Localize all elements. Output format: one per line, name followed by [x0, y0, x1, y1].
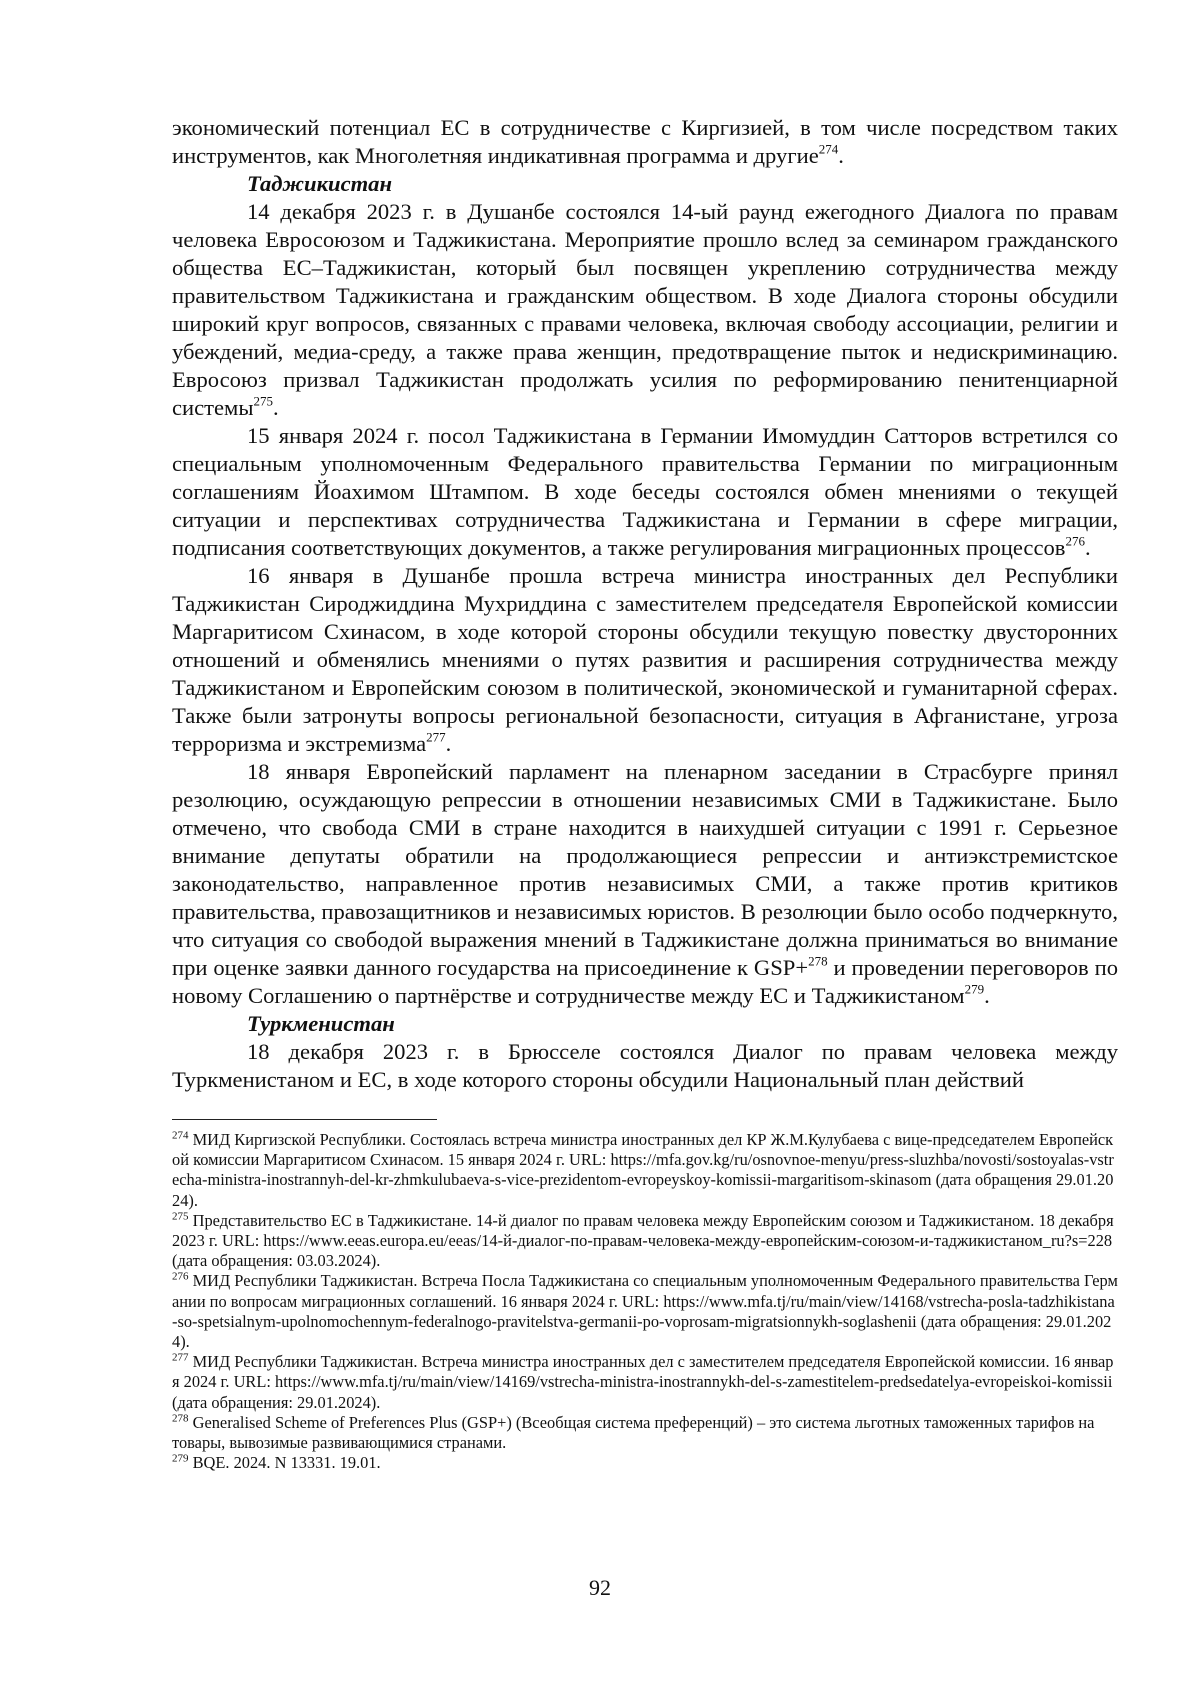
footnote-275: $^{275}$ Представительство ЕС в Таджикистане. 14-й диалог по правам человека между Европейским союзом и Таджикистаном. 18 декабря 2023 г. URL: https://www.eeas.europa.eu/eeas/14-й-диалог-по-правам-человека-между-европейским-союзом-и-таджикистаном_ru?s=228 (дата обращения: 03.03.2024). — [172, 1210, 1114, 1271]
paragraph-ambassador-meeting: 15 января 2024 г. посол Таджикистана в Германии Имомуддин Сатторов встретился со специальным уполномоченным Федерального правительства Германии по миграционным соглашениям Йоахимом Штампом. В ходе беседы состоялся обмен мнениями о текущей ситуации и перспективах сотрудничества Таджикистана и Германии в сфере миграции, подписания соответствующих документов, а также регулирования миграционных процессов$^{276}$. — [172, 423, 1118, 560]
footnote-278: $^{278}$ Generalised Scheme of Preferences Plus (GSP+) (Всеобщая система преференций) – это система льготных таможенных тарифов на товары, вывозимые развивающимися странами. — [172, 1412, 1095, 1453]
footnote-ref-279[interactable]: 279 — [964, 981, 985, 997]
paragraph-human-rights-dialogue: 14 декабря 2023 г. в Душанбе состоялся 14-ый раунд ежегодного Диалога по правам человека Евросоюзом и Таджикистана. Мероприятие прошло вслед за семинаром гражданского общества ЕС–Таджикистан, который был посвящен укреплению сотрудничества между правительством Таджикистана и гражданским обществом. В ходе Диалога стороны обсудили широкий круг вопросов, связанных с правами человека, включая свободу ассоциации, религии и убеждений, медиа-среду, а также права женщин, предотвращение пыток и недискриминацию. Евросоюз призвал Таджикистан продолжать усилия по реформированию пенитенциарной системы$^{275}$. — [172, 199, 1118, 420]
footnote-ref-276[interactable]: 276 — [1065, 533, 1085, 549]
section-heading-turkmenistan: Туркменистан — [247, 1011, 395, 1036]
footnote-ref-275[interactable]: 275 — [253, 393, 274, 409]
page-content — [172, 114, 1118, 1473]
footnote-ref-274[interactable]: 274 — [818, 141, 839, 157]
footnote-separator — [172, 1119, 437, 1120]
footnote-277: $^{277}$ МИД Республики Таджикистан. Встреча министра иностранных дел с заместителем председателя Европейской комиссии. 16 января 2024 г. URL: https://www.mfa.tj/ru/main/view/14169/vstrecha-ministra-inostrannykh-del-s-zamestitelem-predsedatelya-evropeiskoi-komissii (дата обращения: 29.01.2024). — [172, 1351, 1114, 1412]
page-number: 92 — [589, 1575, 611, 1600]
footnotes — [172, 1130, 1118, 1473]
paragraph-minister-meeting: 16 января в Душанбе прошла встреча министра иностранных дел Республики Таджикистан Сироджиддина Мухриддина с заместителем председателя Европейской комиссии Маргаритисом Схинасом, в ходе которой стороны обсудили текущую повестку двусторонних отношений и обменялись мнениями о путях развития и расширения сотрудничества между Таджикистаном и Европейским союзом в политической, экономической и гуманитарной сферах. Также были затронуты вопросы региональной безопасности, ситуация в Афганистане, угроза терроризма и экстремизма$^{277}$. — [172, 563, 1118, 756]
footnote-ref-277[interactable]: 277 — [426, 729, 446, 745]
footnote-279: $^{279}$ BQE. 2024. N 13331. 19.01. — [172, 1452, 381, 1473]
footnote-276: $^{276}$ МИД Республики Таджикистан. Встреча Посла Таджикистана со специальным уполномоченным Федерального правительства Германии по вопросам миграционных соглашений. 16 января 2024 г. URL: https://www.mfa.tj/ru/main/view/14168/vstrecha-posla-tadzhikistana-so-spetsialnym-upolnomochennym-federalnogo-pravitelstva-germanii-po-voprosam-migratsionnykh-soglashenii (дата обращения: 29.01.2024). — [172, 1270, 1118, 1352]
paragraph-european-parliament: 18 января Европейский парламент на пленарном заседании в Страсбурге принял резолюцию, осуждающую репрессии в отношении независимых СМИ в Таджикистане. Было отмечено, что свобода СМИ в стране находится в наихудшей ситуации с 1991 г. Серьезное внимание депутаты обратили на продолжающиеся репрессии и антиэкстремистское законодательство, направленное против независимых СМИ, а также против критиков правительства, правозащитников и независимых юристов. В резолюции было особо подчеркнуто, что ситуация со свободой выражения мнений в Таджикистане должна приниматься во внимание при оценке заявки данного государства на присоединение к GSP+$^{278}$ и проведении переговоров по новому Соглашению о партнёрстве и сотрудничестве между ЕС и Таджикистаном$^{279}$. — [172, 759, 1118, 1008]
paragraph-turkmenistan-dialogue: 18 декабря 2023 г. в Брюсселе состоялся Диалог по правам человека между Туркменистаном и ЕС, в ходе которого стороны обсудили Национальный план действий — [172, 1039, 1118, 1092]
footnote-ref-278[interactable]: 278 — [808, 953, 828, 969]
section-heading-tajikistan: Таджикистан — [247, 171, 393, 196]
main-text — [172, 114, 1118, 1094]
paragraph-continued: экономический потенциал ЕС в сотрудничестве с Киргизией, в том числе посредством таких инструментов, как Многолетняя индикативная программа и другие$^{274}$. — [172, 115, 1118, 168]
footnote-274: $^{274}$ МИД Киргизской Республики. Состоялась встреча министра иностранных дел КР Ж.М.Кулубаева с вице-председателем Европейской комиссии Маргаритисом Схинасом. 15 января 2024 г. URL: https://mfa.gov.kg/ru/osnovnoe-menyu/press-sluzhba/novosti/sostoyalas-vstrecha-ministra-inostrannyh-del-kr-zhmkulubaeva-s-vice-prezidentom-evropeyskoy-komissii-margaritisom-skinasom (дата обращения 29.01.2024). — [172, 1129, 1114, 1210]
